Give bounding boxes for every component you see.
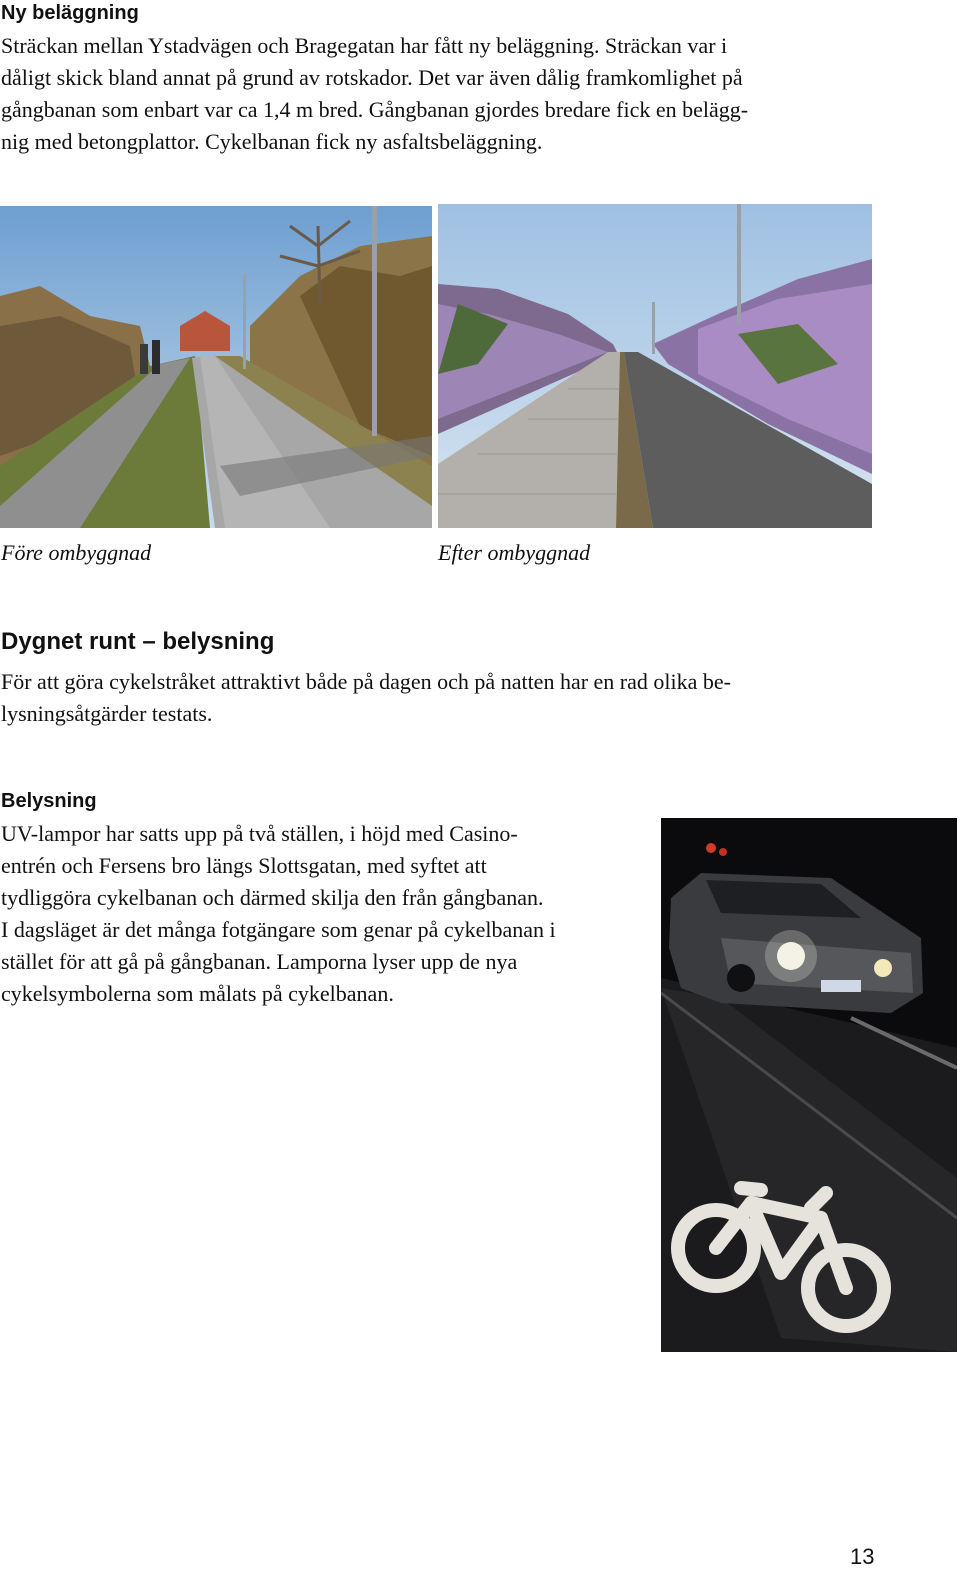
section-heading-belysning: Belysning — [1, 790, 97, 812]
paragraph-line: cykelsymbolerna som målats på cykelbanan. — [1, 981, 394, 1006]
paragraph-line: lysningsåtgärder testats. — [1, 701, 213, 726]
after-photo — [438, 204, 872, 528]
paragraph-line: entrén och Fersens bro längs Slottsgatan, med syftet att — [1, 853, 487, 878]
page-number: 13 — [850, 1544, 875, 1569]
before-photo — [0, 206, 432, 528]
paragraph-belysning — [1, 818, 556, 1010]
paragraph-line: UV-lampor har satts upp på två ställen, i höjd med Casino- — [1, 821, 518, 846]
paragraph-line: dåligt skick bland annat på grund av rotskador. Det var även dålig framkomlighet på — [1, 65, 743, 90]
paragraph-line: gångbanan som enbart var ca 1,4 m bred. Gångbanan gjordes bredare fick en belägg- — [1, 97, 749, 122]
paragraph-line: För att göra cykelstråket attraktivt både på dagen och på natten har en rad olika be- — [1, 669, 731, 694]
paragraph-line: tydliggöra cykelbanan och därmed skilja den från gångbanan. — [1, 885, 544, 910]
caption-after: Efter ombyggnad — [438, 540, 591, 565]
caption-before: Före ombyggnad — [1, 540, 152, 565]
paragraph-line: Sträckan mellan Ystadvägen och Bragegatan har fått ny beläggning. Sträckan var i — [1, 33, 728, 58]
paragraph-line: I dagsläget är det många fotgängare som genar på cykelbanan i — [1, 917, 556, 942]
paragraph-line: stället för att gå på gångbanan. Lamporna lyser upp de nya — [1, 949, 518, 974]
paragraph-dygnet-runt — [1, 666, 731, 730]
section-heading-dygnet-runt: Dygnet runt – belysning — [1, 628, 275, 655]
night-photo — [661, 818, 957, 1352]
section-heading-ny-belaggning: Ny beläggning — [1, 2, 139, 24]
paragraph-ny-belaggning — [1, 30, 748, 158]
paragraph-line: nig med betongplattor. Cykelbanan fick ny asfaltsbeläggning. — [1, 129, 543, 154]
